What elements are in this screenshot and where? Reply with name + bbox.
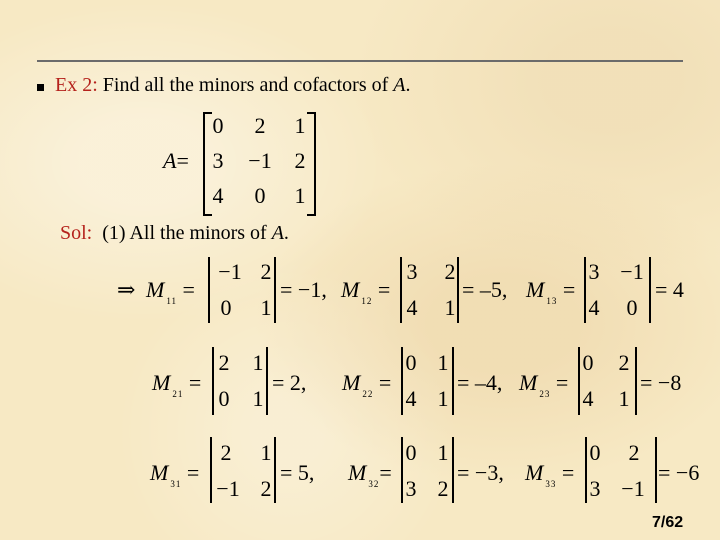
minor-result: = 4 xyxy=(655,277,684,302)
matrix-cell: 1 xyxy=(294,113,306,138)
minor-cell: 2 xyxy=(628,440,640,465)
minor-cell: 1 xyxy=(252,386,264,411)
matrix-cell: 3 xyxy=(212,148,224,173)
minor-cell: 1 xyxy=(437,440,449,465)
bullet-icon xyxy=(37,84,44,91)
matrix-cell: 2 xyxy=(254,113,266,138)
matrix-cell: −1 xyxy=(248,148,272,173)
minor-label: M $_{13}$ = xyxy=(526,277,576,306)
minor-cell: 2 xyxy=(618,350,630,375)
header-rule xyxy=(37,60,683,62)
example-period: . xyxy=(405,74,411,96)
matrix-cell: 1 xyxy=(294,183,306,208)
minor-cell: 1 xyxy=(618,386,630,411)
matrix-cell: 0 xyxy=(212,113,224,138)
minor-cell: 0 xyxy=(582,350,594,375)
minor-cell: 0 xyxy=(589,440,601,465)
minor-cell: 3 xyxy=(406,259,418,284)
minor-cell: −1 xyxy=(621,476,645,501)
solution-period: . xyxy=(283,222,289,244)
solution-heading xyxy=(60,222,289,245)
minor-cell: 3 xyxy=(588,259,600,284)
minor-cell: 1 xyxy=(260,295,272,320)
minor-cell: 0 xyxy=(218,386,230,411)
minor-cell: 2 xyxy=(220,440,232,465)
minor-label: M $_{21}$ = xyxy=(152,370,202,399)
minor-cell: 3 xyxy=(589,476,601,501)
matrix-equals: = xyxy=(176,148,189,173)
minor-label: M $_{12}$ = xyxy=(341,277,391,306)
matrix-name: A xyxy=(163,148,177,173)
minor-result: = −6 xyxy=(658,460,700,485)
example-label: Ex 2: xyxy=(55,74,98,96)
minor-label: M $_{11}$ = xyxy=(146,277,195,306)
minor-cell: 1 xyxy=(260,440,272,465)
minor-result: = –4, xyxy=(457,370,503,395)
matrix-cell: 0 xyxy=(254,183,266,208)
solution-text: (1) All the minors of xyxy=(102,222,267,244)
matrix-label xyxy=(163,148,189,174)
example-text: Find all the minors and cofactors of xyxy=(102,74,389,96)
minor-cell: 2 xyxy=(260,476,272,501)
minor-cell: 1 xyxy=(437,350,449,375)
minor-cell: 1 xyxy=(252,350,264,375)
minor-result: = –5, xyxy=(462,277,508,302)
minor-cell: 1 xyxy=(444,295,456,320)
minor-label: M $_{22}$ = xyxy=(342,370,392,399)
solution-var: A xyxy=(271,222,284,244)
minor-result: = −1, xyxy=(280,277,327,302)
matrix-cell: 2 xyxy=(294,148,306,173)
det-bar-right xyxy=(655,437,657,503)
example-title xyxy=(55,74,411,97)
minor-result: = 2, xyxy=(272,370,307,395)
minor-cell: 4 xyxy=(582,386,594,411)
minor-label: M $_{32}$= xyxy=(348,460,392,489)
minor-cell: 0 xyxy=(220,295,232,320)
minor-cell: −1 xyxy=(620,259,644,284)
minor-cell: 2 xyxy=(444,259,456,284)
minor-cell: 4 xyxy=(405,386,417,411)
page-number: 7/62 xyxy=(652,514,684,531)
implies-arrow-icon: ⇒ xyxy=(117,277,136,302)
solution-label: Sol: xyxy=(60,222,93,244)
minor-cell: 4 xyxy=(588,295,600,320)
minor-label: M $_{33}$ = xyxy=(525,460,575,489)
example-var: A xyxy=(393,74,406,96)
minor-result: = −8 xyxy=(640,370,682,395)
minor-label: M $_{23}$ = xyxy=(519,370,569,399)
minor-cell: 0 xyxy=(626,295,638,320)
matrix-cell: 4 xyxy=(212,183,224,208)
minor-cell: 4 xyxy=(406,295,418,320)
minor-cell: −1 xyxy=(218,259,242,284)
minor-cell: −1 xyxy=(216,476,240,501)
minor-result: = −3, xyxy=(457,460,504,485)
minor-cell: 2 xyxy=(260,259,272,284)
minor-cell: 3 xyxy=(405,476,417,501)
minor-cell: 0 xyxy=(405,440,417,465)
minor-cell: 1 xyxy=(437,386,449,411)
minor-cell: 0 xyxy=(405,350,417,375)
minor-label: M $_{31}$ = xyxy=(150,460,200,489)
minor-result: = 5, xyxy=(280,460,315,485)
minor-cell: 2 xyxy=(218,350,230,375)
minor-cell: 2 xyxy=(437,476,449,501)
